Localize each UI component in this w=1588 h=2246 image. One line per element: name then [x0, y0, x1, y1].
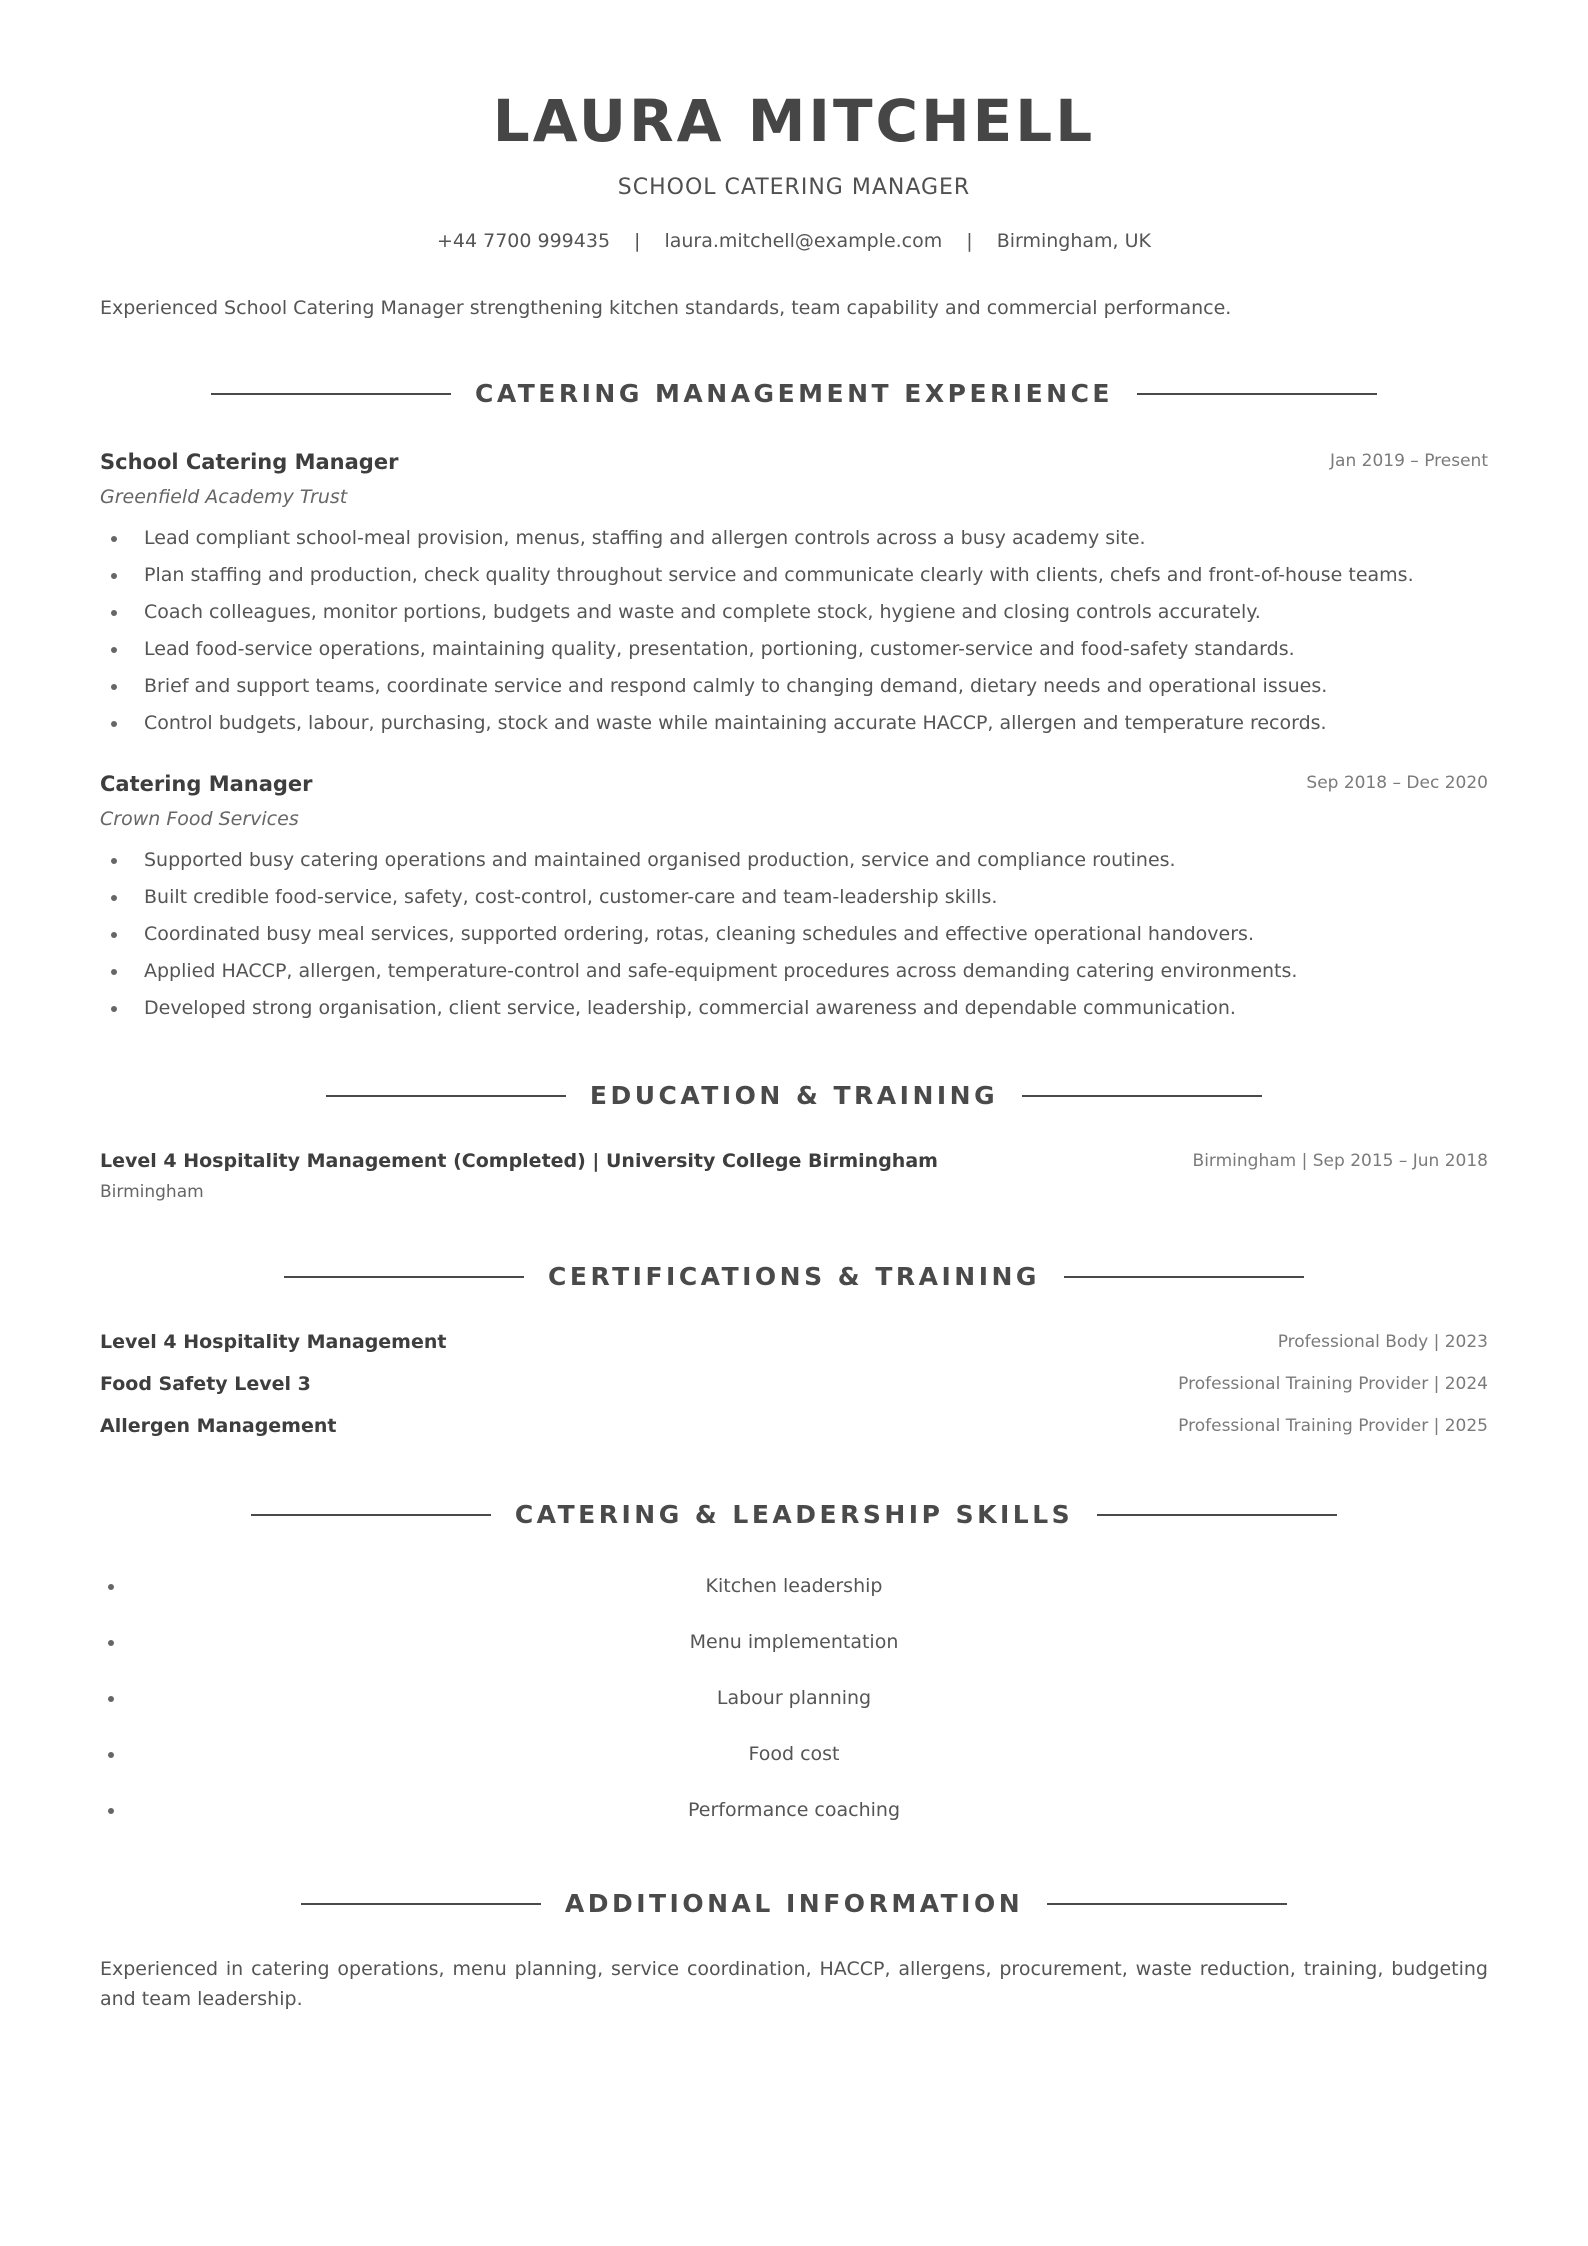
certification-name: Food Safety Level 3 [100, 1373, 311, 1395]
candidate-role: SCHOOL CATERING MANAGER [617, 175, 971, 200]
contact-email: laura.mitchell@example.com [664, 230, 943, 252]
candidate-name: LAURA MITCHELL [492, 87, 1096, 155]
heading-rule-left [301, 1903, 541, 1905]
section-heading-experience [0, 378, 1588, 410]
contact-line [0, 228, 1588, 254]
certification-meta: Professional Body | 2023 [1277, 1332, 1488, 1352]
job-company: Greenfield Academy Trust [100, 486, 348, 508]
contact-separator: | [966, 230, 973, 252]
skill-item: Food cost [100, 1736, 1488, 1792]
education-title: Level 4 Hospitality Management (Completed) | University College Birmingham [100, 1150, 938, 1172]
section-heading-skills [0, 1499, 1588, 1531]
responsibility-item: Coordinated busy meal services, supported ordering, rotas, cleaning schedules and effective operational handovers. [100, 916, 1488, 953]
section-title: EDUCATION & TRAINING [589, 1081, 999, 1110]
heading-rule-right [1047, 1903, 1287, 1905]
job-dates: Sep 2018 – Dec 2020 [1306, 773, 1488, 793]
contact-location: Birmingham, UK [996, 230, 1152, 252]
job-title: School Catering Manager [100, 450, 399, 474]
responsibility-item: Brief and support teams, coordinate service and respond calmly to changing demand, dietary needs and operational issues. [100, 668, 1488, 705]
contact-separator: | [634, 230, 641, 252]
certification-meta: Professional Training Provider | 2025 [1178, 1416, 1488, 1436]
heading-rule-right [1022, 1095, 1262, 1097]
heading-rule-right [1097, 1514, 1337, 1516]
job-dates: Jan 2019 – Present [1330, 451, 1488, 471]
responsibility-item: Built credible food-service, safety, cost-control, customer-care and team-leadership skills. [100, 879, 1488, 916]
education-location: Birmingham [100, 1182, 204, 1202]
heading-rule-left [326, 1095, 566, 1097]
skill-item: Performance coaching [100, 1792, 1488, 1848]
contact-phone: +44 7700 999435 [436, 230, 611, 252]
heading-rule-left [251, 1514, 491, 1516]
responsibility-item: Developed strong organisation, client service, leadership, commercial awareness and dependable communication. [100, 990, 1488, 1027]
section-heading-additional [0, 1888, 1588, 1920]
skill-item: Labour planning [100, 1680, 1488, 1736]
section-title: CATERING MANAGEMENT EXPERIENCE [474, 379, 1114, 408]
certification-name: Level 4 Hospitality Management [100, 1331, 447, 1353]
job-company: Crown Food Services [100, 808, 299, 830]
job-title: Catering Manager [100, 772, 313, 796]
responsibility-item: Supported busy catering operations and maintained organised production, service and compliance routines. [100, 842, 1488, 879]
job-responsibilities [100, 520, 1488, 742]
skill-item: Kitchen leadership [100, 1568, 1488, 1624]
section-title: ADDITIONAL INFORMATION [564, 1889, 1024, 1918]
responsibility-item: Lead food-service operations, maintaining quality, presentation, portioning, customer-service and food-safety standards. [100, 631, 1488, 668]
section-heading-certifications [0, 1261, 1588, 1293]
heading-rule-right [1137, 393, 1377, 395]
responsibility-item: Coach colleagues, monitor portions, budgets and waste and complete stock, hygiene and closing controls accurately. [100, 594, 1488, 631]
additional-information: Experienced in catering operations, menu planning, service coordination, HACCP, allergens, procurement, waste reduction, training, budgeting and team leadership. [100, 1958, 1488, 2010]
heading-rule-left [284, 1276, 524, 1278]
responsibility-item: Plan staffing and production, check quality throughout service and communicate clearly with clients, chefs and front-of-house teams. [100, 557, 1488, 594]
heading-rule-left [211, 393, 451, 395]
job-responsibilities [100, 842, 1488, 1027]
section-title: CERTIFICATIONS & TRAINING [548, 1262, 1040, 1291]
heading-rule-right [1064, 1276, 1304, 1278]
section-heading-education [0, 1080, 1588, 1112]
responsibility-item: Applied HACCP, allergen, temperature-control and safe-equipment procedures across demanding catering environments. [100, 953, 1488, 990]
certification-meta: Professional Training Provider | 2024 [1178, 1374, 1488, 1394]
responsibility-item: Control budgets, labour, purchasing, stock and waste while maintaining accurate HACCP, allergen and temperature records. [100, 705, 1488, 742]
responsibility-item: Lead compliant school-meal provision, menus, staffing and allergen controls across a busy academy site. [100, 520, 1488, 557]
education-meta: Birmingham | Sep 2015 – Jun 2018 [1192, 1151, 1488, 1171]
skill-item: Menu implementation [100, 1624, 1488, 1680]
section-title: CATERING & LEADERSHIP SKILLS [514, 1500, 1074, 1529]
profile-summary: Experienced School Catering Manager strengthening kitchen standards, team capability and commercial performance. [100, 297, 1232, 319]
certification-name: Allergen Management [100, 1415, 337, 1437]
skills-list [100, 1568, 1488, 1848]
